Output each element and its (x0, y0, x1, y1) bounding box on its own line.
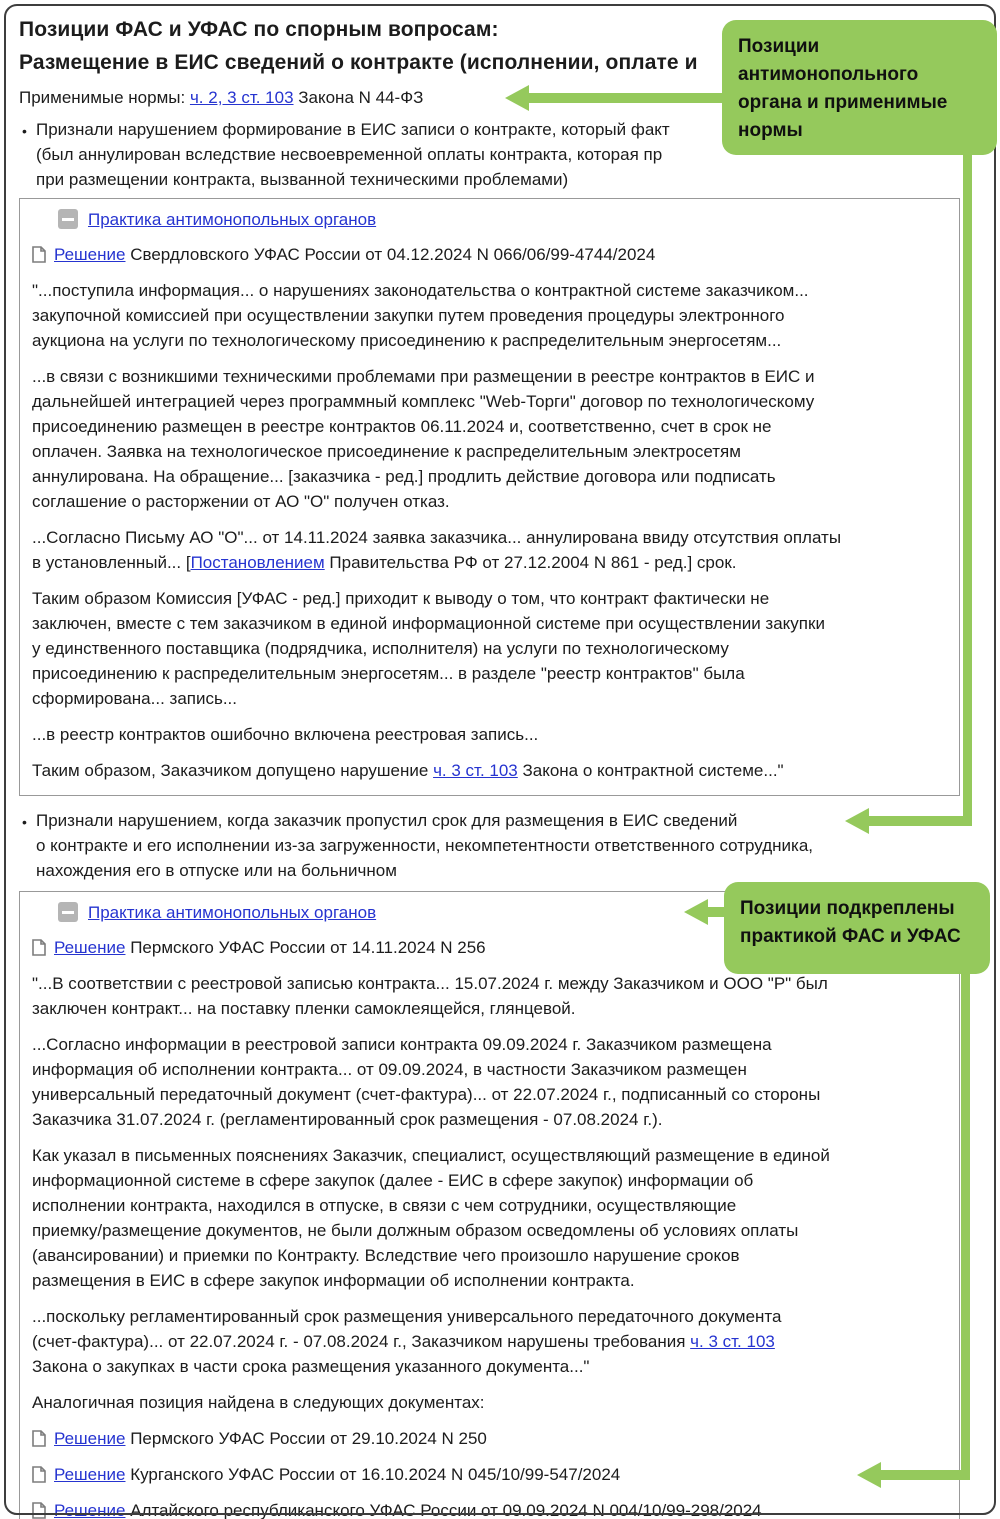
norms-suffix: Закона N 44-ФЗ (293, 88, 424, 107)
text-line: аукциона на услуги по технологическому присоединению к распределительным энергосетям... (32, 331, 782, 350)
text-line: у единственного поставщика (подрядчика, исполнителя) на услуги по технологическому (32, 639, 729, 658)
norms-prefix: Применимые нормы: (19, 88, 190, 107)
title-line-1: Позиции ФАС и УФАС по спорным вопросам: (19, 18, 499, 41)
text-line (32, 758, 941, 783)
text-line: Таким образом Комиссия [УФАС - ред.] приходит к выводу о том, что контракт фактически не (32, 589, 770, 608)
quote-paragraph (32, 1143, 941, 1293)
quote-paragraph (32, 971, 941, 1021)
decision-caption: Курганского УФАС России от 16.10.2024 N 045/10/99-547/2024 (125, 1465, 621, 1484)
bullet1-line2: (был аннулирован вследствие несвоевременной оплаты контракта, которая пр (36, 145, 663, 164)
text-line (32, 1329, 941, 1354)
article-link[interactable]: ч. 3 ст. 103 (690, 1332, 775, 1351)
text-segment: в установленный... [ (32, 553, 191, 572)
decision-link[interactable]: Решение (54, 1465, 126, 1484)
text-line: исполнении контракта, находился в отпуске, в связи с чем сотрудники, осуществляющие (32, 1196, 737, 1215)
arrow-left-icon (845, 808, 869, 834)
title-line-2: Размещение в ЕИС сведений о контракте (исполнении, оплате и (19, 51, 698, 74)
text-line: оплачен. Заявка на технологическое присоединение к распределительным электросетям (32, 442, 741, 461)
text-line: ...Согласно Письму АО "О"... от 14.11.2024 заявка заказчика... аннулирована ввиду отсутствия оплаты (32, 528, 842, 547)
norms-article-link[interactable]: ч. 2, 3 ст. 103 (189, 88, 294, 107)
practice-header-link[interactable]: Практика антимонопольных органов (88, 209, 377, 229)
text-line: размещения в ЕИС в сфере закупок информации об исполнении контракта. (32, 1271, 635, 1290)
quote-paragraph (32, 1032, 941, 1132)
text-line: заключен контракт... на поставку пленки самоклеящейся, глянцевой. (32, 999, 576, 1018)
text-line: присоединению к распределительным энергосетям... в разделе "реестр контрактов" была (32, 664, 745, 683)
arrow-shaft (880, 1470, 970, 1480)
document-icon (32, 1502, 46, 1519)
decision-row (32, 242, 941, 267)
bullet2-line3: нахождения его в отпуске или на больничном (36, 861, 397, 880)
text-line: закупочной комиссией при осуществлении закупки путем проведения процедуры электронного (32, 306, 785, 325)
text-line: информационной системе в сфере закупок (далее - ЕИС в сфере закупок) информации об (32, 1171, 754, 1190)
collapse-icon[interactable] (58, 902, 78, 922)
quote-paragraph (32, 364, 941, 514)
arrow-shaft (868, 816, 972, 826)
text-line: ...в реестр контрактов ошибочно включена реестровая запись... (32, 725, 539, 744)
text-line: дальнейшей интеграцией через программный комплекс "Web-Торги" договор по технологическому (32, 392, 815, 411)
arrow-left-icon (505, 85, 529, 111)
callout-text: Позиции антимонопольного органа и применимые нормы (738, 36, 948, 141)
quote-paragraph (32, 525, 941, 575)
decision-row (32, 1462, 941, 1487)
bullet2-line1: Признали нарушением, когда заказчик пропустил срок для размещения в ЕИС сведений (36, 811, 738, 830)
text-segment: Закона о контрактной системе..." (517, 761, 784, 780)
collapse-icon[interactable] (58, 209, 78, 229)
decision-link[interactable]: Решение (54, 1501, 126, 1519)
text-line: универсальный передаточный документ (счет-фактура)... от 22.07.2024 г., подписанный со стороны (32, 1085, 821, 1104)
article-link[interactable]: ч. 3 ст. 103 (433, 761, 518, 780)
text-line: сформирована... запись... (32, 689, 237, 708)
text-segment: Таким образом, Заказчиком допущено нарушение (32, 761, 434, 780)
text-segment: Правительства РФ от 27.12.2004 N 861 - ред.] срок. (324, 553, 737, 572)
bullet-marker: • (22, 123, 27, 139)
decision-row (32, 1498, 941, 1519)
decision-link[interactable]: Решение (54, 245, 126, 264)
document-icon (32, 939, 46, 956)
text-line: аннулирована. На обращение... [заказчика - ред.] продлить действие договора или подписать (32, 467, 776, 486)
decision-caption: Алтайского республиканского УФАС России от 09.09.2024 N 004/10/99-298/2024 (125, 1501, 762, 1519)
practice-box-2 (19, 891, 960, 1519)
text-line: "...поступила информация... о нарушениях законодательства о контрактной системе заказчиком... (32, 281, 809, 300)
document-content (19, 13, 960, 1519)
similar-position-label: Аналогичная позиция найдена в следующих документах: (32, 1393, 485, 1412)
arrow-connector (961, 969, 970, 1480)
bullet-marker: • (22, 814, 27, 830)
bullet1-line1: Признали нарушением формирование в ЕИС записи о контракте, который факт (36, 120, 670, 139)
quote-paragraph (32, 1304, 941, 1379)
minus-glyph (62, 218, 74, 221)
quote-paragraph (32, 758, 941, 783)
practice-box-1-header (58, 207, 941, 231)
bullet1-line3: при размещении контракта, вызванной техническими проблемами) (36, 170, 569, 189)
text-line: приемку/размещение документов, не были должным образом осведомлены об условиях оплаты (32, 1221, 799, 1240)
text-line: заключен, вместе с тем заказчиком в единой информационной системе при осуществлении закупки (32, 614, 825, 633)
quote-paragraph (32, 722, 941, 747)
decision-caption: Пермского УФАС России от 29.10.2024 N 250 (125, 1429, 487, 1448)
callout-practice-annotation (724, 882, 990, 974)
resolution-link[interactable]: Постановлением (190, 553, 325, 572)
text-line: Закона о закупках в части срока размещения указанного документа..." (32, 1357, 590, 1376)
text-line: ...поскольку регламентированный срок размещения универсального передаточного документа (32, 1307, 782, 1326)
decision-caption: Свердловского УФАС России от 04.12.2024 N 066/06/99-4744/2024 (125, 245, 656, 264)
practice-header-link[interactable]: Практика антимонопольных органов (88, 902, 377, 922)
arrow-connector (963, 152, 972, 826)
decision-row (32, 1426, 941, 1451)
document-icon (32, 246, 46, 263)
text-line: присоединению размещен в реестре контрактов 06.11.2024 и, соответственно, счет в срок не (32, 417, 772, 436)
callout-norms-annotation (722, 20, 997, 155)
practice-box-1 (19, 198, 960, 796)
text-line: ...Согласно информации в реестровой записи контракта 09.09.2024 г. Заказчиком размещена (32, 1035, 772, 1054)
text-line: Как указал в письменных пояснениях Заказчик, специалист, осуществляющий размещение в единой (32, 1146, 830, 1165)
quote-paragraph (32, 586, 941, 711)
document-icon (32, 1430, 46, 1447)
text-segment: (счет-фактура)... от 22.07.2024 г. - 07.08.2024 г., Заказчиком нарушены требования (32, 1332, 691, 1351)
text-line: информация об исполнении контракта... от 09.09.2024, в частности Заказчиком размещен (32, 1060, 747, 1079)
text-line: (авансировании) и приемки по Контракту. Вследствие чего произошло нарушение сроков (32, 1246, 740, 1265)
document-icon (32, 1466, 46, 1483)
arrow-shaft (529, 93, 726, 103)
bullet2-line2: о контракте и его исполнении из-за загруженности, некомпетентности ответственного сотрудника, (36, 836, 814, 855)
bullet-item-2 (19, 808, 960, 883)
decision-link[interactable]: Решение (54, 938, 126, 957)
decision-caption: Пермского УФАС России от 14.11.2024 N 256 (125, 938, 486, 957)
decision-link[interactable]: Решение (54, 1429, 126, 1448)
quote-paragraph (32, 278, 941, 353)
text-line: ...в связи с возникшими техническими проблемами при размещении в реестре контрактов в ЕИС и (32, 367, 815, 386)
minus-glyph (62, 911, 74, 914)
text-line (32, 550, 941, 575)
text-line: соглашение о расторжении от АО "О" получен отказ. (32, 492, 450, 511)
callout-text: Позиции подкреплены практикой ФАС и УФАС (740, 898, 961, 947)
arrow-left-icon (684, 899, 708, 925)
text-line: "...В соответствии с реестровой записью контракта... 15.07.2024 г. между Заказчиком и ООО "Р" был (32, 974, 828, 993)
arrow-left-icon (857, 1462, 881, 1488)
text-line: Заказчика 31.07.2024 г. (регламентированный срок размещения - 07.08.2024 г.). (32, 1110, 663, 1129)
